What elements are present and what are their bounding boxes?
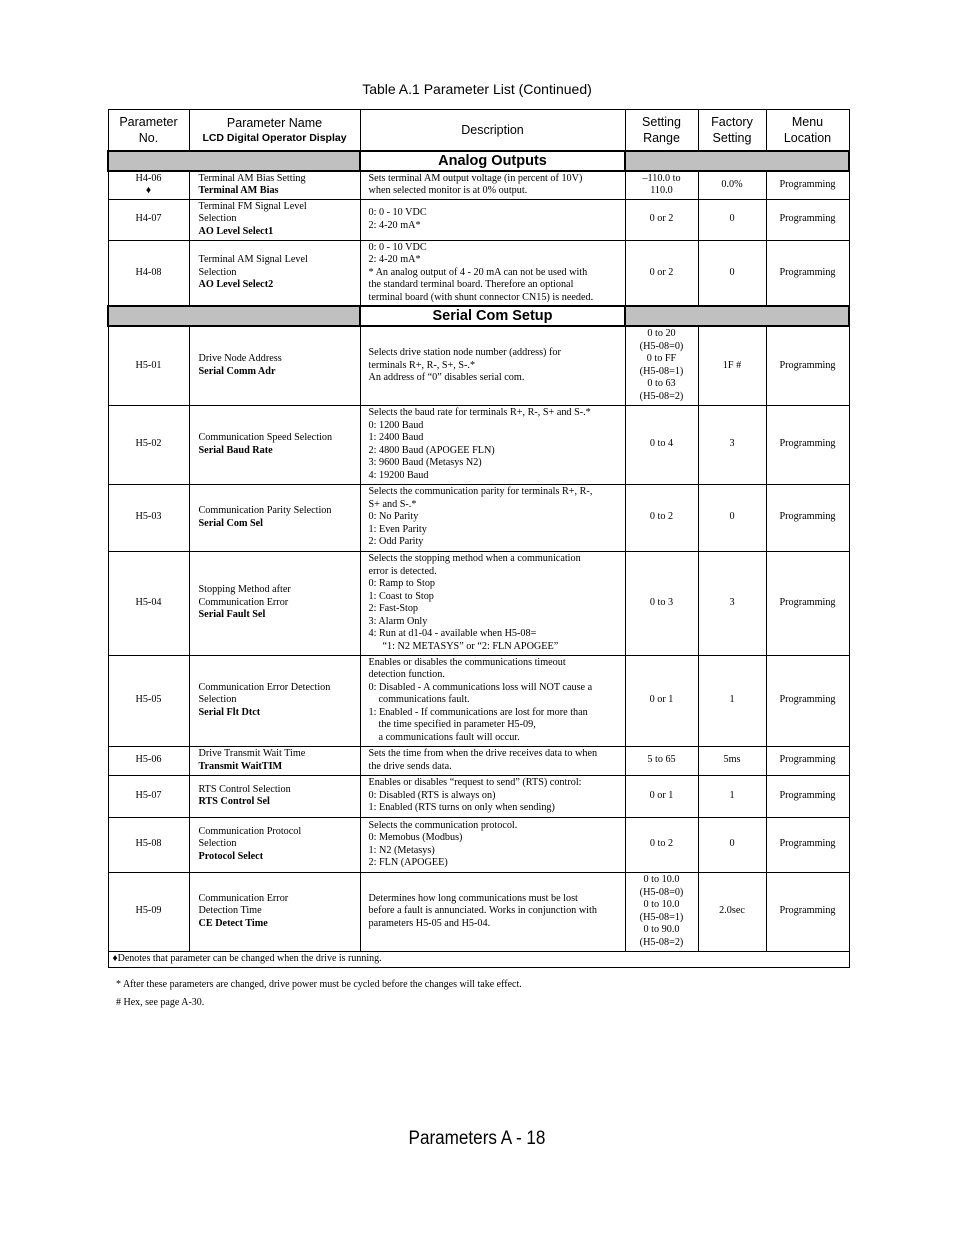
param-name: Terminal AM Signal Level Selection AO Level Select2: [189, 240, 360, 306]
setting-range: 0 to 10.0 (H5-08=0) 0 to 10.0 (H5-08=1) 0 to 90.0 (H5-08=2): [625, 872, 698, 951]
factory-setting: 0: [698, 817, 766, 872]
param-no: H5-04: [108, 551, 189, 655]
param-description: Enables or disables the communications timeout detection function. 0: Disabled - A communications loss will NOT cause a communications fault. 1: Enabled - If communications are lost for more than the time specified in parameter H5-09, a communications fault will occur.: [360, 655, 625, 746]
menu-location: Programming: [766, 872, 849, 951]
section-shade: [108, 151, 360, 171]
setting-range: 0 to 2: [625, 484, 698, 551]
factory-setting: 5ms: [698, 746, 766, 775]
header-lcd-display: LCD Digital Operator Display: [202, 132, 347, 144]
param-name: Terminal FM Signal Level Selection AO Level Select1: [189, 199, 360, 240]
factory-setting: 3: [698, 405, 766, 484]
param-name: Communication Error Detection Selection Serial Flt Dtct: [189, 655, 360, 746]
menu-location: Programming: [766, 240, 849, 306]
header-row: [108, 110, 849, 152]
param-name: RTS Control Selection RTS Control Sel: [189, 775, 360, 817]
param-no: H5-02: [108, 405, 189, 484]
setting-range: 0 to 3: [625, 551, 698, 655]
run-change-note: ♦Denotes that parameter can be changed when the drive is running.: [108, 951, 849, 967]
param-name: Drive Node Address Serial Comm Adr: [189, 326, 360, 405]
factory-setting: 1: [698, 655, 766, 746]
header-setting-range: Setting Range: [625, 110, 698, 152]
table-row: [108, 326, 849, 405]
table-row: [108, 405, 849, 484]
section-title: Serial Com Setup: [360, 306, 625, 326]
menu-location: Programming: [766, 551, 849, 655]
param-description: Selects the communication protocol. 0: Memobus (Modbus) 1: N2 (Metasys) 2: FLN (APOGEE): [360, 817, 625, 872]
setting-range: 5 to 65: [625, 746, 698, 775]
param-no: H5-05: [108, 655, 189, 746]
param-name: Communication Protocol Selection Protocol Select: [189, 817, 360, 872]
param-name: Communication Speed Selection Serial Baud Rate: [189, 405, 360, 484]
param-no: H5-07: [108, 775, 189, 817]
table-row: [108, 746, 849, 775]
setting-range: –110.0 to 110.0: [625, 171, 698, 199]
param-name: Communication Error Detection Time CE Detect Time: [189, 872, 360, 951]
param-description: Selects the communication parity for terminals R+, R-, S+ and S-.* 0: No Parity 1: Even Parity 2: Odd Parity: [360, 484, 625, 551]
menu-location: Programming: [766, 775, 849, 817]
header-description: Description: [360, 110, 625, 152]
factory-setting: 2.0sec: [698, 872, 766, 951]
section-row-serial-com-setup: [108, 306, 849, 326]
param-description: 0: 0 - 10 VDC 2: 4-20 mA* * An analog output of 4 - 20 mA can not be used with the standard terminal board. Therefore an optional terminal board (with shunt connector CN15) is needed.: [360, 240, 625, 306]
setting-range: 0 to 20 (H5-08=0) 0 to FF (H5-08=1) 0 to 63 (H5-08=2): [625, 326, 698, 405]
param-description: 0: 0 - 10 VDC 2: 4-20 mA*: [360, 199, 625, 240]
section-title: Analog Outputs: [360, 151, 625, 171]
run-change-mark: ♦: [145, 185, 152, 197]
table-note-row: [108, 951, 849, 967]
section-shade: [108, 306, 360, 326]
table-row: [108, 775, 849, 817]
table-row: [108, 199, 849, 240]
param-no: H5-06: [108, 746, 189, 775]
table-row: [108, 817, 849, 872]
param-no: H4-06 ♦: [108, 171, 189, 199]
table-row: [108, 551, 849, 655]
table-row: [108, 171, 849, 199]
header-parameter-name: Parameter Name LCD Digital Operator Display: [189, 110, 360, 152]
param-description: Selects the stopping method when a communication error is detected. 0: Ramp to Stop 1: Coast to Stop 2: Fast-Stop 3: Alarm Only 4: Run at d1-04 - available when H5-08= “1: N2 METASYS” or “2: FLN APOGEE”: [360, 551, 625, 655]
page-footer: Parameters A - 18: [408, 1128, 546, 1149]
footnote-power-cycle: * After these parameters are changed, drive power must be cycled before the changes will take effect.: [116, 979, 522, 990]
setting-range: 0 or 2: [625, 240, 698, 306]
setting-range: 0 to 4: [625, 405, 698, 484]
param-description: Enables or disables “request to send” (RTS) control: 0: Disabled (RTS is always on) 1: Enabled (RTS turns on only when sending): [360, 775, 625, 817]
param-name: Stopping Method after Communication Error Serial Fault Sel: [189, 551, 360, 655]
setting-range: 0 or 1: [625, 775, 698, 817]
header-factory-setting: Factory Setting: [698, 110, 766, 152]
param-description: Selects the baud rate for terminals R+, R-, S+ and S-.* 0: 1200 Baud 1: 2400 Baud 2: 4800 Baud (APOGEE FLN) 3: 9600 Baud (Metasys N2) 4: 19200 Baud: [360, 405, 625, 484]
factory-setting: 1: [698, 775, 766, 817]
factory-setting: 0: [698, 484, 766, 551]
param-no: H4-07: [108, 199, 189, 240]
menu-location: Programming: [766, 817, 849, 872]
section-row-analog-outputs: [108, 151, 849, 171]
header-menu-location: Menu Location: [766, 110, 849, 152]
param-description: Determines how long communications must be lost before a fault is annunciated. Works in conjunction with parameters H5-05 and H5-04.: [360, 872, 625, 951]
table-row: [108, 655, 849, 746]
param-description: Sets terminal AM output voltage (in percent of 10V) when selected monitor is at 0% output.: [360, 171, 625, 199]
menu-location: Programming: [766, 746, 849, 775]
param-name: Terminal AM Bias Setting Terminal AM Bias: [189, 171, 360, 199]
param-description: Selects drive station node number (address) for terminals R+, R-, S+, S-.* An address of “0” disables serial com.: [360, 326, 625, 405]
parameter-table: [107, 109, 850, 968]
menu-location: Programming: [766, 199, 849, 240]
param-no: H4-08: [108, 240, 189, 306]
setting-range: 0 or 2: [625, 199, 698, 240]
factory-setting: 0: [698, 240, 766, 306]
param-name: Communication Parity Selection Serial Com Sel: [189, 484, 360, 551]
table-title: Table A.1 Parameter List (Continued): [362, 81, 592, 97]
menu-location: Programming: [766, 405, 849, 484]
table-row: [108, 240, 849, 306]
setting-range: 0 or 1: [625, 655, 698, 746]
param-no: H5-09: [108, 872, 189, 951]
menu-location: Programming: [766, 171, 849, 199]
menu-location: Programming: [766, 326, 849, 405]
section-shade: [625, 151, 849, 171]
param-description: Sets the time from when the drive receives data to when the drive sends data.: [360, 746, 625, 775]
factory-setting: 1F #: [698, 326, 766, 405]
setting-range: 0 to 2: [625, 817, 698, 872]
table-row: [108, 872, 849, 951]
footnote-hex: # Hex, see page A-30.: [116, 997, 205, 1008]
menu-location: Programming: [766, 484, 849, 551]
header-parameter-no: Parameter No.: [108, 110, 189, 152]
table-row: [108, 484, 849, 551]
param-no: H5-08: [108, 817, 189, 872]
menu-location: Programming: [766, 655, 849, 746]
param-no: H5-03: [108, 484, 189, 551]
param-no: H5-01: [108, 326, 189, 405]
factory-setting: 0: [698, 199, 766, 240]
param-name: Drive Transmit Wait Time Transmit WaitTIM: [189, 746, 360, 775]
section-shade: [625, 306, 849, 326]
factory-setting: 3: [698, 551, 766, 655]
factory-setting: 0.0%: [698, 171, 766, 199]
